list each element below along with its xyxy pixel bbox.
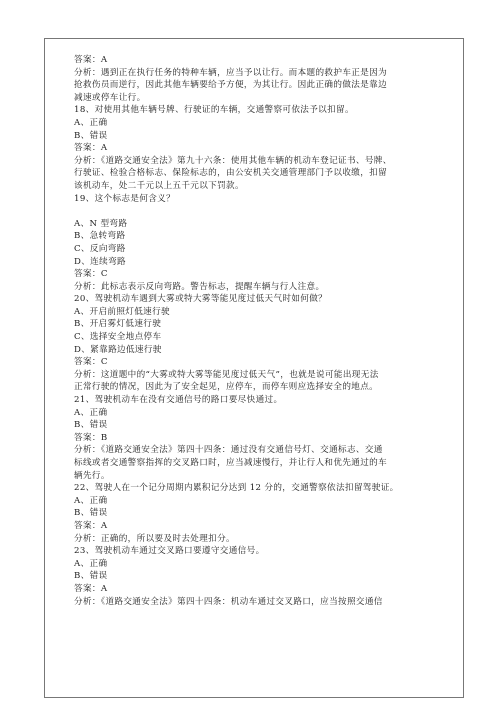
text-line: B、急转弯路 <box>74 231 126 242</box>
text-line: 分析：这道题中的“大雾或特大雾等能见度过低天气”，也就是说可能出现无法 <box>74 369 379 380</box>
text-line: 22、驾驶人在一个记分周期内累积记分达到 12 分的，交通警察依法扣留驾驶证。 <box>74 483 399 494</box>
text-line: 该机动车，处二千元以上五千元以下罚款。 <box>74 180 244 191</box>
text-line: A、开启前照灯低速行驶 <box>74 306 170 317</box>
text-line: B、错误 <box>74 508 108 519</box>
text-line: 21、驾驶机动车在没有交通信号的路口要尽快通过。 <box>74 395 283 406</box>
text-line: 答案：A <box>74 583 108 594</box>
text-line: 分析：遇到正在执行任务的特种车辆，应当予以让行。而本题的救护车正是因为 <box>74 67 388 78</box>
text-line: 正常行驶的情况，因此为了安全起见，应停车，而停车则应选择安全的地点。 <box>74 382 379 393</box>
text-line: B、错误 <box>74 571 108 582</box>
text-line: 答案：C <box>74 269 108 280</box>
text-line: 抢救伤员而逆行，因此其他车辆要给予方便，为其让行。因此正确的做法是靠边 <box>74 80 388 91</box>
text-line <box>74 205 436 218</box>
text-line: 答案：A <box>74 55 108 65</box>
text-line: 减速或停车让行。 <box>74 92 146 103</box>
text-line: 18、对使用其他车辆号牌、行驶证的车辆，交通警察可依法予以扣留。 <box>74 105 354 116</box>
text-line: 标线或者交通警察指挥的交叉路口时，应当减速慢行，并让行人和优先通过的车 <box>74 458 388 468</box>
text-line: 19、这个标志是何含义？ <box>74 193 176 204</box>
text-line: 23、驾驶机动车通过交叉路口要遵守交通信号。 <box>74 546 265 557</box>
text-line: 答案：C <box>74 357 108 368</box>
text-line: B、开启雾灯低速行驶 <box>74 319 162 330</box>
text-line: C、反向弯路 <box>74 243 126 254</box>
text-line: 分析：《道路交通安全法》第四十四条：通过没有交通信号灯、交通标志、交通 <box>74 445 383 456</box>
text-line: C、选择安全地点停车 <box>74 332 162 343</box>
text-line: B、错误 <box>74 420 108 431</box>
text-line: 辆先行。 <box>74 470 110 481</box>
text-line: 分析：正确的，所以要及时去处理扣分。 <box>74 533 235 544</box>
document-body <box>74 54 436 608</box>
text-line: D、连续弯路 <box>74 256 126 267</box>
text-line: A、N 型弯路 <box>74 218 128 229</box>
text-line: B、错误 <box>74 130 108 141</box>
text-line: 分析：《道路交通安全法》第九十六条：使用其他车辆的机动车登记证书、号牌、 <box>74 155 392 166</box>
text-line: D、紧靠路边低速行驶 <box>74 344 162 355</box>
text-line: 20、驾驶机动车遇到大雾或特大雾等能见度过低天气时如何做？ <box>74 294 328 305</box>
text-line: 分析：《道路交通安全法》第四十四条：机动车通过交叉路口，应当按照交通信 <box>74 596 383 607</box>
text-line: A、正确 <box>74 117 108 128</box>
text-line: A、正确 <box>74 407 108 418</box>
text-line: 答案：A <box>74 520 108 531</box>
text-line: 行驶证、检验合格标志、保险标志的，由公安机关交通管理部门予以收缴，扣留 <box>74 168 388 179</box>
text-line: A、正确 <box>74 558 108 569</box>
text-line: A、正确 <box>74 495 108 506</box>
text-line: 分析：此标志表示反向弯路。警告标志，提醒车辆与行人注意。 <box>74 281 325 292</box>
text-line: 答案：B <box>74 432 108 443</box>
text-line: 答案：A <box>74 143 108 154</box>
